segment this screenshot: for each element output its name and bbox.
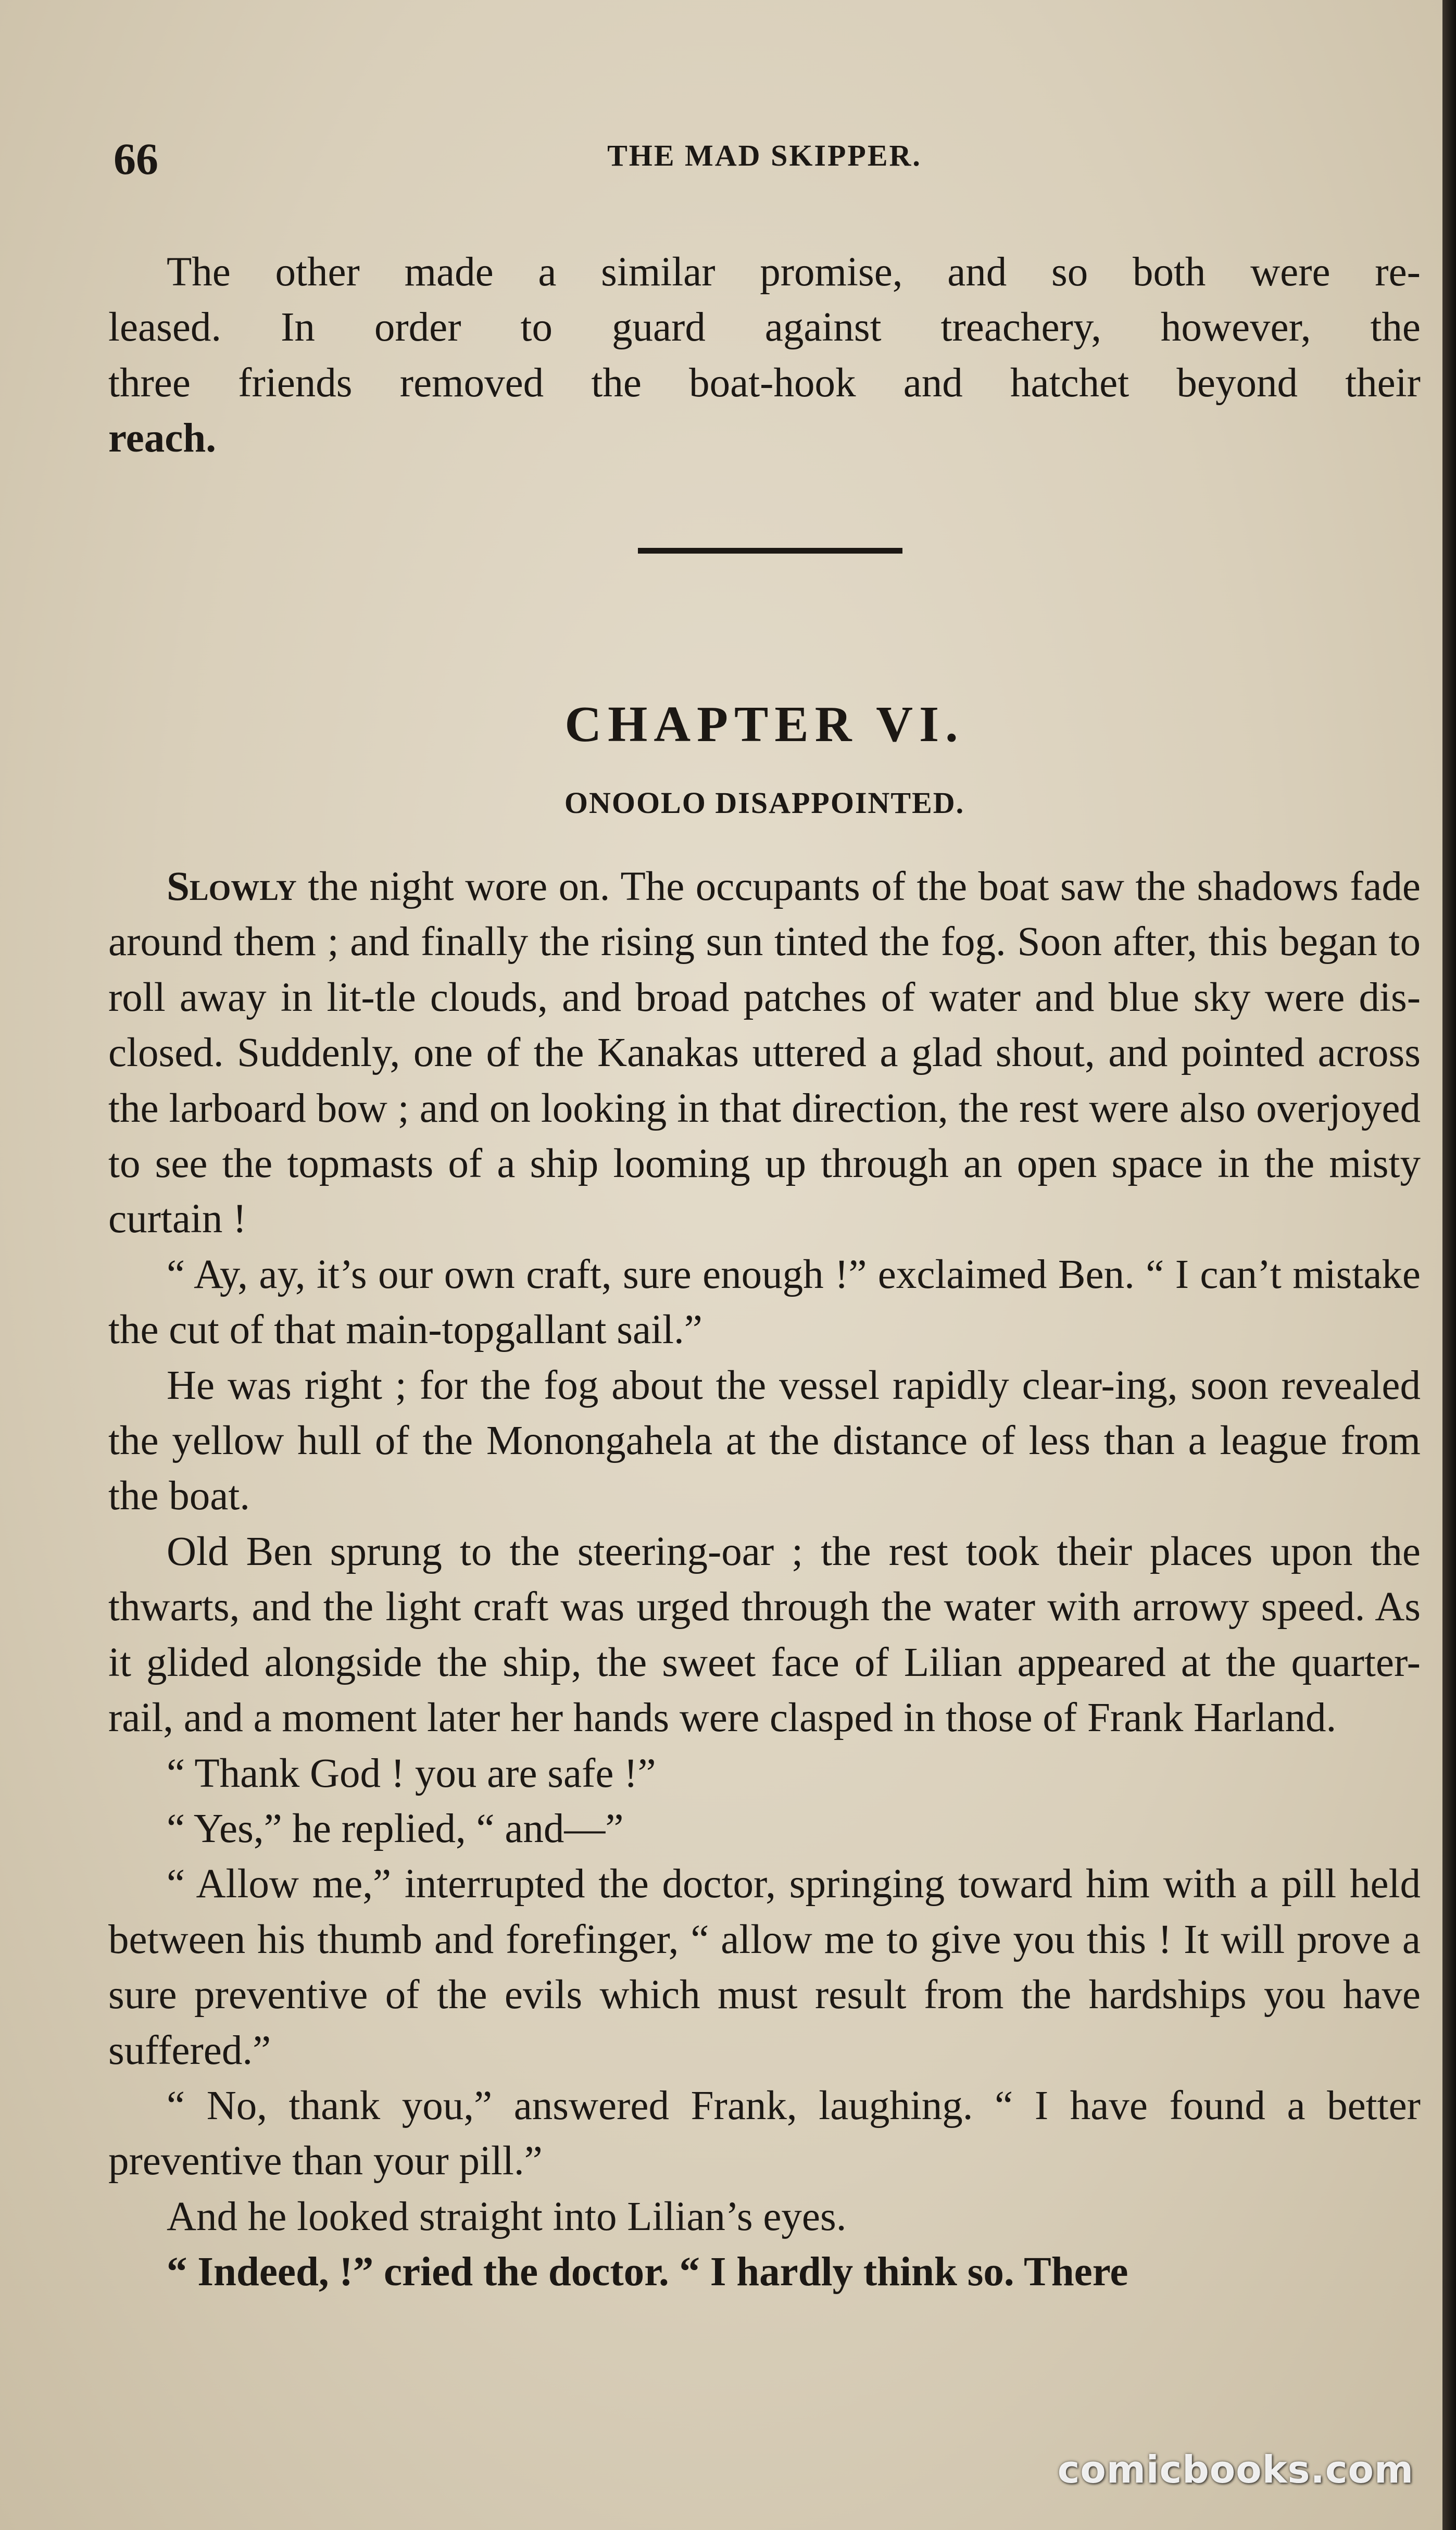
paragraph: “ Ay, ay, it’s our own craft, sure enough !” exclaimed Ben. “ I can’t mistake the cut of that main-topgallant sail.” — [108, 1251, 1421, 1353]
running-title: THE MAD SKIPPER. — [607, 139, 922, 172]
page-edge-shadow — [1442, 0, 1456, 2530]
paragraph: Old Ben sprung to the steering-oar ; the rest took their places upon the thwarts, and the light craft was urged through the water with arrowy speed. As it glided alongside the ship, the sweet face of Lilian appeared at the quarter-rail, and a moment later her hands were clasped in those of Frank Harland. — [108, 1529, 1421, 1741]
top-line-3: three friends removed the boat-hook and hatchet beyond their — [108, 360, 1421, 406]
paragraph: “ Indeed, !” cried the doctor. “ I hardly think so. There — [167, 2249, 1128, 2295]
paragraph: And he looked straight into Lilian’s eyes. — [167, 2194, 847, 2239]
top-paragraph — [108, 245, 1421, 467]
paragraph: “ Allow me,” interrupted the doctor, springing toward him with a pill held between his thumb and forefinger, “ allow me to give you this ! It will prove a sure preventive of the evils which must result from the hardships you have suffered.” — [108, 1861, 1421, 2073]
paragraph: “ Thank God ! you are safe !” — [167, 1750, 656, 1796]
paragraph-text: the night wore on. The occupants of the boat saw the shadows fade around them ; and finally the rising sun tinted the fog. Soon after, this began to roll away in lit-tle clouds, and broad patches of water and blue sky were dis-closed. Suddenly, one of the Kanakas uttered a glad shout, and pointed across the larboard bow ; and on looking in that direction, the rest were also overjoyed to see the topmasts of a ship looming up through an open space in the misty curtain ! — [108, 864, 1421, 1242]
chapter-heading: CHAPTER VI. — [564, 696, 964, 753]
top-line-4: reach. — [108, 416, 216, 461]
drop-lead-word: Slowly — [167, 864, 297, 909]
paragraph: “ No, thank you,” answered Frank, laughing. “ I have found a better preventive than your pill.” — [108, 2083, 1421, 2184]
site-watermark: comicbooks.com — [1057, 2448, 1414, 2491]
paragraph: “ Yes,” he replied, “ and—” — [167, 1806, 624, 1851]
page-number: 66 — [114, 134, 158, 184]
top-line-2: leased. In order to guard against treachery, however, the — [108, 305, 1421, 350]
top-line-1: The other made a similar promise, and so both were re- — [167, 249, 1421, 295]
section-divider — [638, 548, 902, 554]
paragraph — [108, 859, 1421, 1247]
chapter-subtitle: ONOOLO DISAPPOINTED. — [564, 786, 965, 820]
chapter-body — [108, 859, 1421, 2300]
page-header — [108, 133, 1421, 185]
paragraph: He was right ; for the fog about the vessel rapidly clear-ing, soon revealed the yellow hull of the Monongahela at the distance of less than a league from the boat. — [108, 1362, 1421, 1519]
